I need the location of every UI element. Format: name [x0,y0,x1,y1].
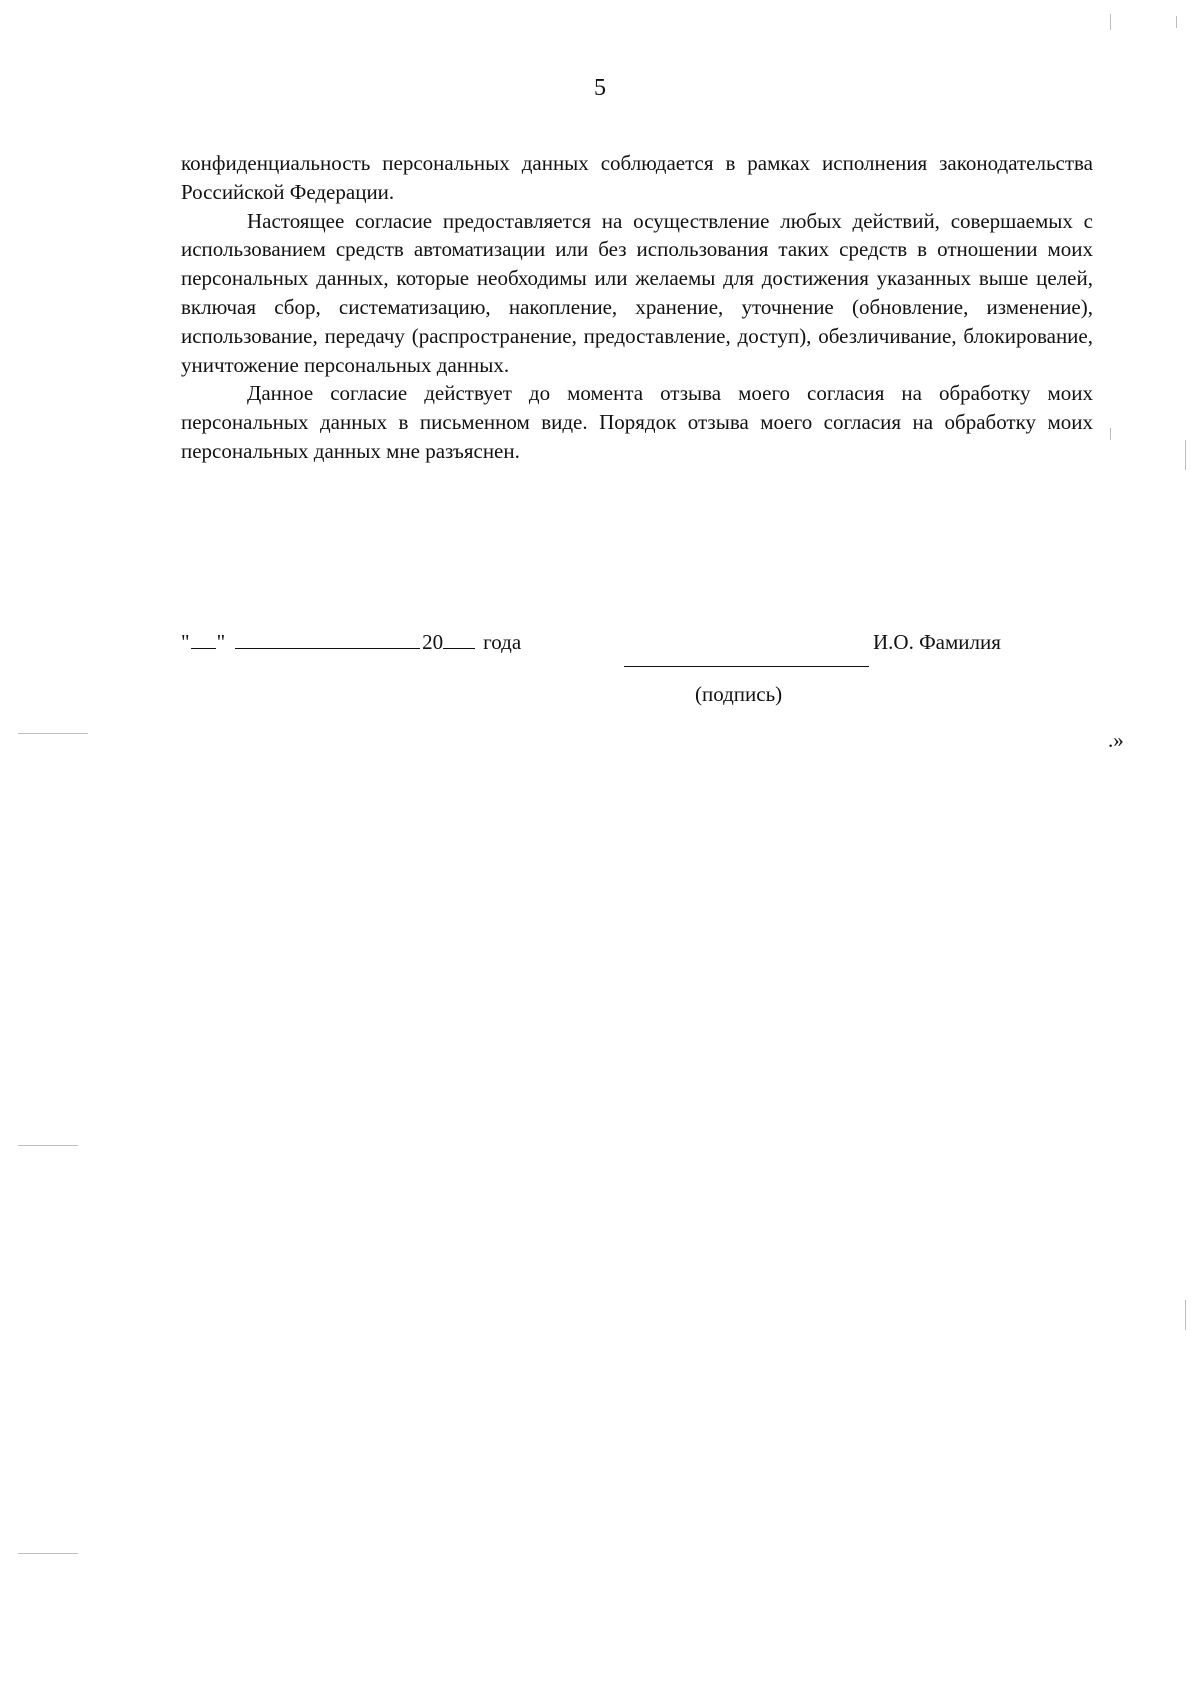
page-number: 5 [594,75,606,101]
year-blank [443,628,475,649]
year-word: года [483,630,522,654]
signature-caption: (подпись) [695,682,783,706]
month-blank [235,628,420,649]
scan-artifact [1176,16,1177,28]
day-blank [191,628,216,649]
date-open-quote: " [181,630,190,654]
closing-mark: .» [1108,728,1124,752]
scan-artifact [18,733,88,734]
signature-row [0,628,1200,668]
date-close-quote: " [216,630,226,654]
scan-artifact [18,1553,78,1554]
scan-artifact [1110,428,1111,440]
date-field [181,628,521,656]
paragraph-consent-scope: Настоящее согласие предоставляется на осуществление любых действий, совершаемых с использованием средств автоматизации или без использования таких средств в отношении моих персональных данных, которые необходимы или желаемы для достижения указанных выше целей, включая сбор, систематизацию, накопление, хранение, уточнение (обновление, изменение), использование, передачу (распространение, предоставление, доступ), обезличивание, блокирование, уничтожение персональных данных. [181,208,1093,377]
signature-line [624,636,869,667]
paragraph-consent-validity: Данное согласие действует до момента отзыва моего согласия на обработку моих персональных данных в письменном виде. Порядок отзыва моего согласия на обработку моих персональных данных мне разъяснен. [181,381,1093,463]
scan-artifact [1185,440,1186,470]
paragraph-continuation: конфиденциальность персональных данных соблюдается в рамках исполнения законодательства Российской Федерации. [181,151,1093,204]
body-text [181,149,1093,466]
year-prefix: 20 [422,630,444,654]
scan-artifact [18,1145,78,1146]
signer-name: И.О. Фамилия [873,630,1001,654]
scan-artifact [1110,14,1111,30]
scan-artifact [1185,1300,1186,1330]
